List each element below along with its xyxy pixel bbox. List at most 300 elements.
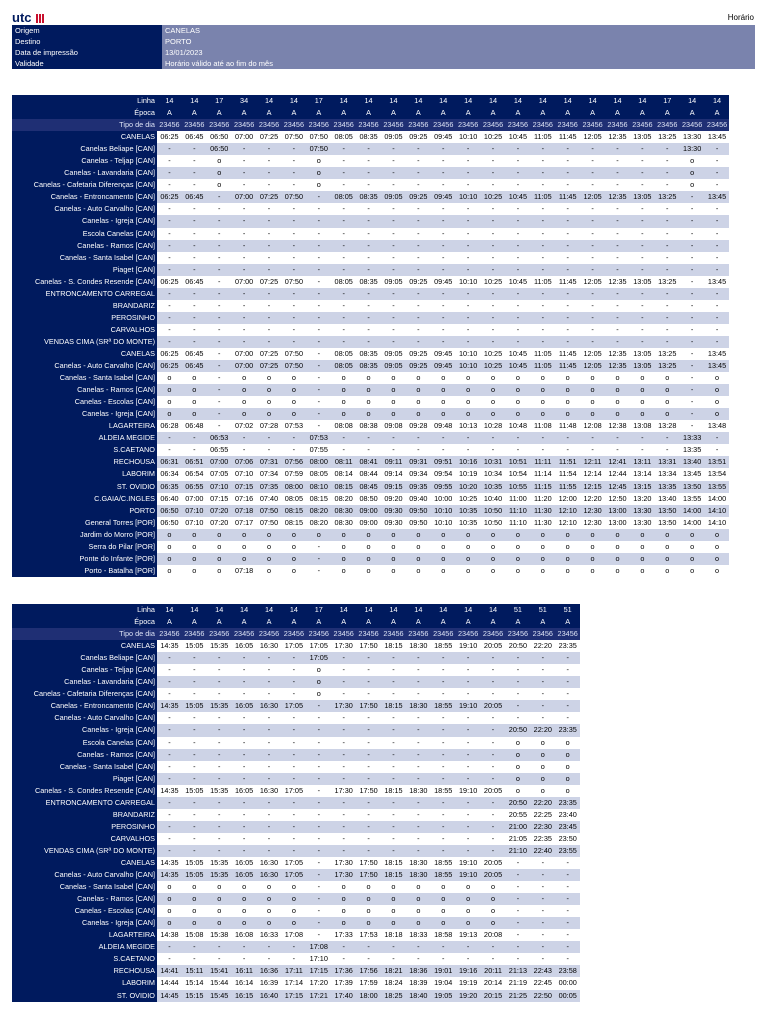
time-cell: - <box>281 300 306 312</box>
time-cell: - <box>605 264 630 276</box>
time-cell: o <box>605 396 630 408</box>
stop-row <box>12 312 729 324</box>
header-cell: A <box>281 107 306 119</box>
time-cell: - <box>530 324 555 336</box>
time-cell: - <box>406 953 431 965</box>
time-cell: 17:05 <box>281 700 306 712</box>
stop-name: Canelas Beliape [CAN] <box>12 652 157 664</box>
time-cell: o <box>680 541 705 553</box>
time-cell: 14:35 <box>157 785 182 797</box>
time-cell: o <box>356 565 381 577</box>
header-cell: A <box>406 616 431 628</box>
time-cell: o <box>605 372 630 384</box>
time-cell: - <box>505 155 530 167</box>
time-cell: 22:20 <box>530 724 555 736</box>
time-cell: - <box>481 761 506 773</box>
time-cell: o <box>530 565 555 577</box>
time-cell: 19:04 <box>431 977 456 989</box>
time-cell: o <box>505 372 530 384</box>
time-cell: o <box>680 179 705 191</box>
time-cell: 09:45 <box>431 348 456 360</box>
stop-row <box>12 444 729 456</box>
time-cell: 18:55 <box>431 857 456 869</box>
time-cell: 18:30 <box>406 700 431 712</box>
time-cell: - <box>705 264 730 276</box>
time-cell: - <box>680 396 705 408</box>
header-cell: A <box>257 107 282 119</box>
time-cell: o <box>331 396 356 408</box>
time-cell: - <box>530 336 555 348</box>
time-cell: 10:55 <box>505 481 530 493</box>
time-cell: - <box>257 724 282 736</box>
time-cell: o <box>605 553 630 565</box>
time-cell: 11:48 <box>555 420 580 432</box>
time-cell: 06:25 <box>157 131 182 143</box>
time-cell: o <box>680 565 705 577</box>
time-cell: o <box>705 553 730 565</box>
time-cell: - <box>182 167 207 179</box>
stop-row <box>12 481 729 493</box>
time-cell: - <box>655 203 680 215</box>
stop-row <box>12 640 580 652</box>
time-cell: 07:10 <box>182 505 207 517</box>
time-cell: 09:25 <box>406 360 431 372</box>
time-cell: 22:35 <box>530 833 555 845</box>
time-cell: o <box>705 384 730 396</box>
header-cell: 17 <box>655 95 680 107</box>
time-cell: o <box>456 917 481 929</box>
time-cell: o <box>655 372 680 384</box>
time-cell: - <box>381 336 406 348</box>
time-cell: 08:05 <box>306 468 331 480</box>
time-cell: 14:41 <box>157 965 182 977</box>
time-cell: 11:05 <box>530 131 555 143</box>
time-cell: - <box>431 240 456 252</box>
time-cell: 12:45 <box>605 481 630 493</box>
time-cell: - <box>655 252 680 264</box>
time-cell: - <box>356 761 381 773</box>
time-cell: 06:28 <box>157 420 182 432</box>
time-cell: - <box>431 845 456 857</box>
time-cell: - <box>257 737 282 749</box>
document-label: Horário <box>727 13 754 22</box>
time-cell: 13:51 <box>705 456 730 468</box>
time-cell: - <box>530 179 555 191</box>
time-cell: - <box>182 264 207 276</box>
time-cell: - <box>257 203 282 215</box>
stop-row <box>12 965 580 977</box>
time-cell: - <box>705 252 730 264</box>
time-cell: - <box>232 240 257 252</box>
time-cell: 12:35 <box>605 348 630 360</box>
time-cell: o <box>555 396 580 408</box>
time-cell: - <box>406 252 431 264</box>
stop-row <box>12 881 580 893</box>
time-cell: 15:41 <box>207 965 232 977</box>
time-cell: - <box>456 809 481 821</box>
time-cell: 13:20 <box>630 493 655 505</box>
time-cell: 13:30 <box>630 517 655 529</box>
time-cell: - <box>331 809 356 821</box>
time-cell: - <box>431 155 456 167</box>
time-cell: 10:25 <box>481 348 506 360</box>
time-cell: 12:05 <box>580 348 605 360</box>
utc-logo <box>12 10 46 26</box>
stop-row <box>12 809 580 821</box>
time-cell: o <box>630 384 655 396</box>
stop-row <box>12 408 729 420</box>
time-cell: o <box>505 396 530 408</box>
time-cell: - <box>157 953 182 965</box>
time-cell: 17:30 <box>331 785 356 797</box>
time-cell: - <box>356 833 381 845</box>
time-cell: o <box>406 917 431 929</box>
stop-row <box>12 737 580 749</box>
time-cell: - <box>505 432 530 444</box>
time-cell: - <box>530 167 555 179</box>
stop-name: RECHOUSA <box>12 456 157 468</box>
time-cell: - <box>356 821 381 833</box>
time-cell: - <box>207 664 232 676</box>
time-cell: - <box>182 773 207 785</box>
time-cell: - <box>431 312 456 324</box>
time-cell: - <box>505 676 530 688</box>
time-cell: 13:30 <box>680 143 705 155</box>
time-cell: 18:25 <box>381 990 406 1002</box>
time-cell: o <box>456 881 481 893</box>
time-cell: 08:08 <box>331 420 356 432</box>
time-cell: - <box>431 833 456 845</box>
time-cell: - <box>381 167 406 179</box>
time-cell: - <box>306 252 331 264</box>
time-cell: 19:01 <box>431 965 456 977</box>
time-cell: - <box>257 712 282 724</box>
time-cell: 07:18 <box>232 565 257 577</box>
time-cell: 10:45 <box>505 360 530 372</box>
time-cell: 07:02 <box>232 420 257 432</box>
stop-row <box>12 785 580 797</box>
time-cell: - <box>257 288 282 300</box>
header-cell: A <box>306 616 331 628</box>
stop-name: LABORIM <box>12 977 157 989</box>
time-cell: - <box>456 215 481 227</box>
time-cell: 07:16 <box>232 493 257 505</box>
time-cell: 10:50 <box>481 505 506 517</box>
time-cell: - <box>306 809 331 821</box>
header-label: Época <box>12 107 157 119</box>
header-cell: A <box>680 107 705 119</box>
time-cell: - <box>530 264 555 276</box>
time-cell: 09:00 <box>356 517 381 529</box>
time-cell: - <box>481 444 506 456</box>
time-cell: o <box>406 541 431 553</box>
time-cell: 21:00 <box>505 821 530 833</box>
time-cell: - <box>232 821 257 833</box>
time-cell: 22:30 <box>530 821 555 833</box>
header-cell: 17 <box>306 604 331 616</box>
time-cell: - <box>680 312 705 324</box>
time-cell: 10:16 <box>456 456 481 468</box>
header-cell: A <box>232 616 257 628</box>
time-cell: - <box>306 712 331 724</box>
time-cell: - <box>306 773 331 785</box>
time-cell: 15:05 <box>182 700 207 712</box>
time-cell: 07:53 <box>306 432 331 444</box>
stop-name: Canelas - Santa Isabel [CAN] <box>12 372 157 384</box>
stop-name: ENTRONCAMENTO CARREGAL <box>12 288 157 300</box>
time-cell: 10:45 <box>505 276 530 288</box>
time-cell: o <box>381 893 406 905</box>
time-cell: - <box>331 143 356 155</box>
time-cell: - <box>456 821 481 833</box>
time-cell: 09:54 <box>431 468 456 480</box>
time-cell: - <box>580 203 605 215</box>
time-cell: - <box>157 773 182 785</box>
time-cell: - <box>232 652 257 664</box>
time-cell: 13:28 <box>655 420 680 432</box>
header-cell: A <box>182 616 207 628</box>
time-cell: - <box>431 179 456 191</box>
time-cell: 06:45 <box>182 191 207 203</box>
time-cell: 06:51 <box>182 456 207 468</box>
time-cell: o <box>580 408 605 420</box>
time-cell: - <box>306 203 331 215</box>
time-cell: 14:35 <box>157 857 182 869</box>
stop-row <box>12 191 729 203</box>
time-cell: 10:35 <box>481 481 506 493</box>
header-cell: 14 <box>281 604 306 616</box>
stop-row <box>12 565 729 577</box>
header-cell: 23456 <box>182 119 207 131</box>
time-cell: - <box>381 312 406 324</box>
time-cell: - <box>481 240 506 252</box>
time-cell: 17:05 <box>281 857 306 869</box>
time-cell: o <box>381 396 406 408</box>
time-cell: o <box>381 529 406 541</box>
time-cell: o <box>232 553 257 565</box>
time-cell: - <box>505 664 530 676</box>
time-cell: o <box>207 155 232 167</box>
time-cell: o <box>232 408 257 420</box>
header-cell: 14 <box>481 95 506 107</box>
time-cell: - <box>680 276 705 288</box>
header-cell: 17 <box>207 95 232 107</box>
time-cell: 09:51 <box>431 456 456 468</box>
time-cell: o <box>431 905 456 917</box>
time-cell: 11:45 <box>555 348 580 360</box>
time-cell: - <box>207 215 232 227</box>
header-cell: A <box>530 107 555 119</box>
time-cell: 07:06 <box>232 456 257 468</box>
time-cell: 23:45 <box>555 821 580 833</box>
time-cell: 07:50 <box>306 143 331 155</box>
time-cell: 09:14 <box>381 468 406 480</box>
time-cell: - <box>630 312 655 324</box>
time-cell: o <box>207 529 232 541</box>
time-cell: - <box>331 215 356 227</box>
time-cell: - <box>555 917 580 929</box>
time-cell: - <box>207 240 232 252</box>
time-cell: - <box>555 179 580 191</box>
time-cell: - <box>680 191 705 203</box>
time-cell: 18:36 <box>406 965 431 977</box>
stop-name: Canelas - S. Condes Resende [CAN] <box>12 276 157 288</box>
time-cell: 07:00 <box>232 191 257 203</box>
time-cell: 06:50 <box>207 143 232 155</box>
time-cell: - <box>505 857 530 869</box>
time-cell: 09:11 <box>381 456 406 468</box>
time-cell: o <box>331 541 356 553</box>
time-cell: - <box>157 312 182 324</box>
time-cell: o <box>655 529 680 541</box>
time-cell: - <box>431 676 456 688</box>
time-cell: 06:35 <box>157 481 182 493</box>
header-row <box>12 107 729 119</box>
stop-name: LAGARTEIRA <box>12 929 157 941</box>
time-cell: - <box>257 809 282 821</box>
time-cell: 06:50 <box>157 517 182 529</box>
time-cell: - <box>580 336 605 348</box>
time-cell: 17:08 <box>306 941 331 953</box>
info-value: CANELAS <box>162 25 755 36</box>
stop-row <box>12 941 580 953</box>
time-cell: 08:00 <box>306 456 331 468</box>
time-cell: o <box>281 565 306 577</box>
time-cell: - <box>705 179 730 191</box>
time-cell: - <box>530 676 555 688</box>
time-cell: - <box>182 761 207 773</box>
time-cell: - <box>605 252 630 264</box>
time-cell: - <box>406 676 431 688</box>
time-cell: - <box>481 724 506 736</box>
stop-name: Serra do Pilar [POR] <box>12 541 157 553</box>
time-cell: - <box>406 845 431 857</box>
stop-row <box>12 953 580 965</box>
time-cell: 22:40 <box>530 845 555 857</box>
time-cell: 17:10 <box>306 953 331 965</box>
time-cell: - <box>505 336 530 348</box>
time-cell: - <box>182 688 207 700</box>
time-cell: 15:08 <box>182 929 207 941</box>
time-cell: - <box>381 773 406 785</box>
time-cell: 17:30 <box>331 869 356 881</box>
time-cell: o <box>207 917 232 929</box>
time-cell: o <box>481 384 506 396</box>
time-cell: - <box>331 324 356 336</box>
time-cell: - <box>257 143 282 155</box>
time-cell: 17:50 <box>356 857 381 869</box>
time-cell: - <box>306 917 331 929</box>
time-cell: 08:15 <box>281 517 306 529</box>
time-cell: 07:50 <box>281 191 306 203</box>
stop-row <box>12 845 580 857</box>
time-cell: 09:50 <box>406 517 431 529</box>
time-cell: - <box>306 929 331 941</box>
time-cell: - <box>232 953 257 965</box>
time-cell: 19:20 <box>456 990 481 1002</box>
header-cell: 23456 <box>431 628 456 640</box>
time-cell: - <box>381 724 406 736</box>
header-cell: 23456 <box>580 119 605 131</box>
header-cell: 23456 <box>356 628 381 640</box>
time-cell: - <box>555 905 580 917</box>
time-cell: 12:15 <box>580 481 605 493</box>
time-cell: 10:40 <box>481 493 506 505</box>
stop-row <box>12 240 729 252</box>
time-cell: - <box>257 444 282 456</box>
time-cell: - <box>655 444 680 456</box>
time-cell: o <box>182 553 207 565</box>
header-cell: 23456 <box>481 628 506 640</box>
time-cell: o <box>306 664 331 676</box>
time-cell: o <box>481 396 506 408</box>
stop-row <box>12 155 729 167</box>
time-cell: - <box>456 797 481 809</box>
time-cell: o <box>182 893 207 905</box>
time-cell: - <box>555 228 580 240</box>
header-cell: A <box>207 107 232 119</box>
time-cell: - <box>580 215 605 227</box>
time-cell: - <box>306 845 331 857</box>
stop-row <box>12 905 580 917</box>
time-cell: - <box>431 432 456 444</box>
time-cell: - <box>232 155 257 167</box>
time-cell: o <box>555 529 580 541</box>
stop-name: ALDEIA MEGIDE <box>12 432 157 444</box>
time-cell: o <box>281 541 306 553</box>
time-cell: - <box>281 288 306 300</box>
time-cell: - <box>306 893 331 905</box>
time-cell: - <box>406 264 431 276</box>
time-cell: - <box>431 203 456 215</box>
stop-name: CARVALHOS <box>12 833 157 845</box>
time-cell: - <box>406 432 431 444</box>
time-cell: - <box>232 179 257 191</box>
time-cell: 13:45 <box>705 276 730 288</box>
time-cell: - <box>481 264 506 276</box>
time-cell: - <box>381 444 406 456</box>
time-cell: - <box>281 688 306 700</box>
header-cell: A <box>182 107 207 119</box>
time-cell: - <box>580 288 605 300</box>
time-cell: 10:25 <box>481 131 506 143</box>
time-cell: - <box>207 773 232 785</box>
time-cell: - <box>381 833 406 845</box>
time-cell: - <box>481 809 506 821</box>
time-cell: 07:50 <box>306 131 331 143</box>
header-row <box>12 119 729 131</box>
time-cell: 09:05 <box>381 276 406 288</box>
time-cell: o <box>481 905 506 917</box>
time-cell: o <box>505 773 530 785</box>
stop-name: Canelas - Lavandaria [CAN] <box>12 676 157 688</box>
time-cell: o <box>456 905 481 917</box>
time-cell: o <box>207 179 232 191</box>
time-cell: 17:05 <box>281 869 306 881</box>
stop-row <box>12 300 729 312</box>
time-cell: 07:35 <box>257 481 282 493</box>
header-cell: 34 <box>232 95 257 107</box>
time-cell: - <box>555 203 580 215</box>
time-cell: o <box>580 541 605 553</box>
time-cell: 22:43 <box>530 965 555 977</box>
time-cell: o <box>530 384 555 396</box>
time-cell: o <box>605 529 630 541</box>
time-cell: - <box>605 228 630 240</box>
time-cell: - <box>232 228 257 240</box>
stop-row <box>12 131 729 143</box>
time-cell: 19:10 <box>456 785 481 797</box>
